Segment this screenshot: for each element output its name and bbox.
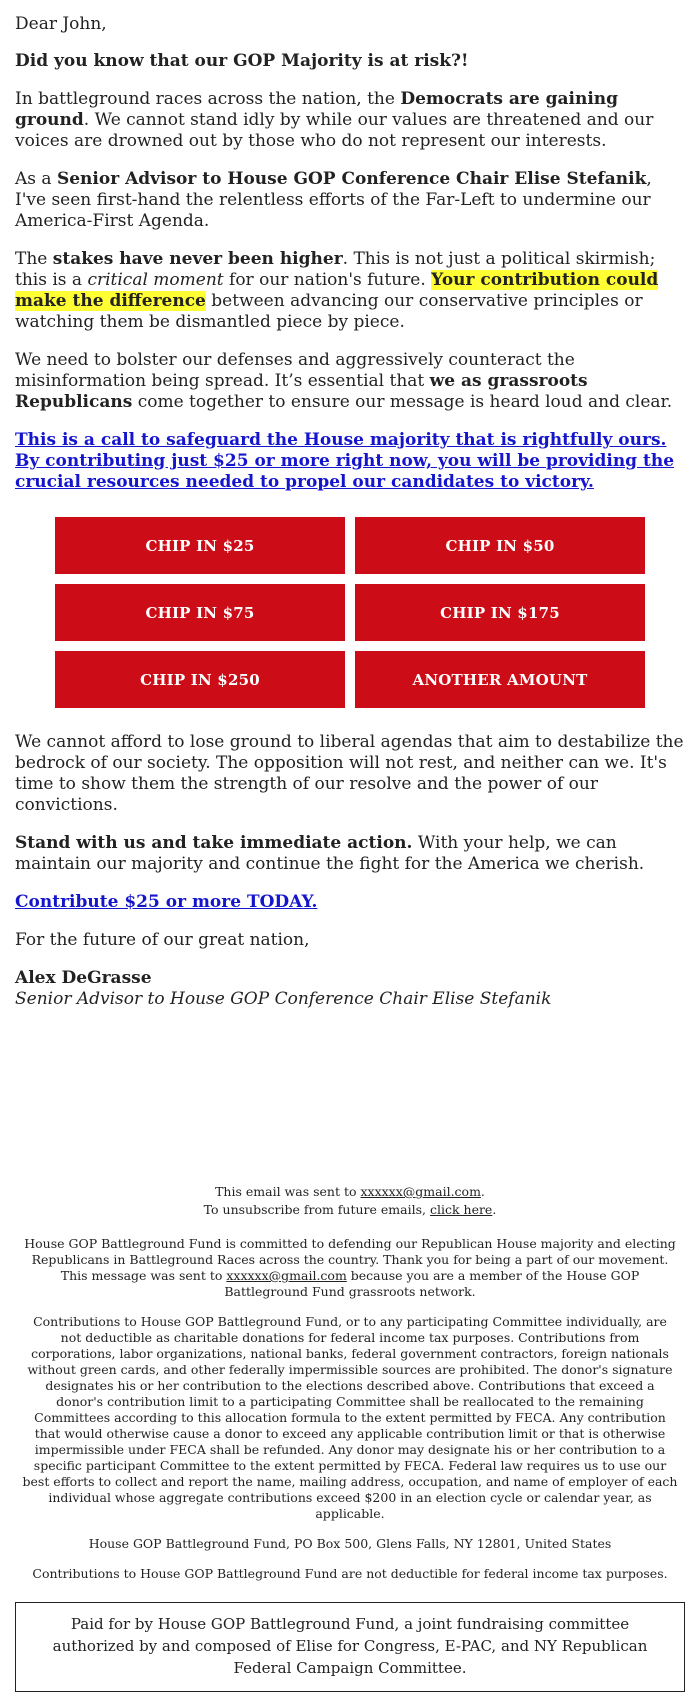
signer-title: Senior Advisor to House GOP Conference Chair Elise Stefanik	[15, 989, 552, 1009]
paid-for-box: Paid for by House GOP Battleground Fund, a joint fundraising committee authorized by and composed of Elise for Congress, E-PAC, and NY Republican Federal Campaign Committee.	[15, 1602, 685, 1692]
contribute-today-link[interactable]: Contribute $25 or more TODAY.	[15, 892, 318, 912]
letter-content	[15, 14, 685, 1010]
not-deductible-notice: Contributions to House GOP Battleground Fund are not deductible for federal income tax purposes.	[32, 1566, 668, 1581]
paragraph-lose-ground: We cannot afford to lose ground to liberal agendas that aim to destabilize the bedrock of our society. The opposition will not rest, and neither can we. It's time to show them the strength of our resolve and the power of our convictions.	[15, 732, 684, 815]
member-email-link[interactable]: xxxxxx@gmail.com	[226, 1268, 347, 1283]
legal-disclaimer: Contributions to House GOP Battleground Fund, or to any participating Committee individually, are not deductible as charitable donations for federal income tax purposes. Contributions from corporations, labor organizations, national banks, federal government contractors, foreign nationals without green cards, and other federally impermissible sources are prohibited. The donor's signature designates his or her contribution to the elections described above. Contributions that exceed a donor's contribution limit to a participating Committee shall be reallocated to the remaining Committees according to this allocation formula to the extent permitted by FECA. Any contribution that would otherwise cause a donor to exceed any applicable contribution limit or that is otherwise impermissible under FECA shall be refunded. Any donor may designate his or her contribution to a specific participant Committee to the extent permitted by FECA. Federal law requires us to use our best efforts to collect and report the name, mailing address, occupation, and name of employer of each individual whose aggregate contributions exceed $200 in an election cycle or calendar year, as applicable.	[22, 1314, 678, 1521]
chip-in-250-button[interactable]: CHIP IN $250	[55, 651, 345, 708]
unsubscribe-line: To unsubscribe from future emails, click here.	[203, 1202, 497, 1217]
unsubscribe-link[interactable]: click here	[429, 1202, 493, 1217]
paragraph-stakes: The stakes have never been higher. This is not just a political skirmish; this is a critical moment for our nation's future. Your contribution could make the difference between advancing our conservative principles or watching them be dismantled piece by piece.	[15, 249, 659, 332]
sent-to-line: This email was sent to xxxxxx@gmail.com.	[215, 1184, 485, 1199]
signoff: For the future of our great nation,	[15, 930, 310, 950]
another-amount-button[interactable]: ANOTHER AMOUNT	[355, 651, 645, 708]
greeting: Dear John,	[15, 14, 107, 34]
paragraph-bolster: We need to bolster our defenses and aggressively counteract the misinformation being spread. It’s essential that we as grassroots Republicans come together to ensure our message is heard loud and clear.	[15, 350, 673, 412]
signer-name: Alex DeGrasse	[15, 968, 152, 988]
chip-in-175-button[interactable]: CHIP IN $175	[355, 584, 645, 641]
chip-in-75-button[interactable]: CHIP IN $75	[55, 584, 345, 641]
contribute-paragraph	[15, 892, 685, 913]
safeguard-majority-link[interactable]: This is a call to safeguard the House majority that is rightfully ours. By contributing just $25 or more right now, you will be providing the crucial resources needed to propel our candidates to victory.	[15, 430, 675, 492]
cta-paragraph	[15, 430, 685, 493]
highlighted-text: Your contribution could make the difference	[15, 270, 659, 311]
recipient-email-link[interactable]: xxxxxx@gmail.com	[360, 1184, 481, 1199]
signature	[15, 968, 685, 1010]
chip-in-25-button[interactable]: CHIP IN $25	[55, 517, 345, 574]
donation-buttons	[55, 517, 685, 708]
paragraph-stand-with-us: Stand with us and take immediate action. With your help, we can maintain our majority and continue the fight for the America we cherish.	[15, 833, 645, 874]
email-footer	[15, 1184, 685, 1582]
paragraph-battleground: In battleground races across the nation, the Democrats are gaining ground. We cannot stand idly by while our values are threatened and our voices are drowned out by those who do not represent our interests.	[15, 89, 654, 151]
mailing-address: House GOP Battleground Fund, PO Box 500, Glens Falls, NY 12801, United States	[88, 1536, 612, 1551]
headline: Did you know that our GOP Majority is at risk?!	[15, 51, 469, 71]
chip-in-50-button[interactable]: CHIP IN $50	[355, 517, 645, 574]
about-fund: House GOP Battleground Fund is committed to defending our Republican House majority and electing Republicans in Battleground Races across the country. Thank you for being a part of our movement. This message was sent to xxxxxx@gmail.com because you are a member of the House GOP Battleground Fund grassroots network.	[24, 1236, 676, 1299]
paragraph-senior-advisor: As a Senior Advisor to House GOP Conference Chair Elise Stefanik, I've seen first-hand the relentless efforts of the Far-Left to undermine our America-First Agenda.	[15, 169, 652, 231]
